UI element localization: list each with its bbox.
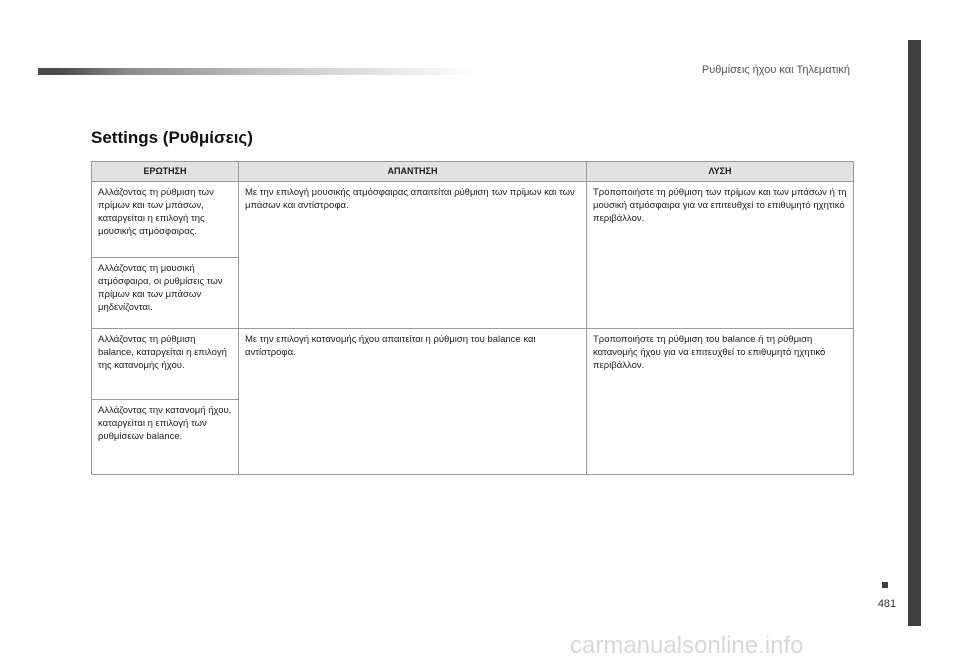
section-title: Settings (Ρυθμίσεις) — [91, 128, 253, 147]
header-gradient-bar — [38, 68, 478, 75]
chapter-side-strip — [908, 40, 921, 626]
column-header-answer: ΑΠΑΝΤΗΣΗ — [239, 162, 587, 182]
solution-cell: Τροποποιήστε τη ρύθμιση του balance ή τη ρύθμιση κατανομής ήχου για να επιτευχθεί το επιθυμητό ηχητικό περιβάλλον. — [587, 329, 854, 475]
solution-cell: Τροποποιήστε τη ρύθμιση των πρίμων και των μπάσων ή τη μουσική ατμόσφαιρα για να επιτευθχεί το επιθυμητό ηχητικό περιβάλλον. — [587, 182, 854, 329]
chapter-title: Ρυθμίσεις ήχου και Τηλεματική — [701, 64, 850, 76]
table-header-row — [92, 162, 854, 182]
question-cell: Αλλάζοντας τη ρύθμιση balance, καταργείται η επιλογή της κατανομής ήχου. — [92, 329, 239, 400]
column-header-question: ΕΡΩΤΗΣΗ — [92, 162, 239, 182]
watermark-text: carmanualsonline.info — [570, 632, 804, 659]
column-header-solution: ΛΥΣΗ — [587, 162, 854, 182]
question-cell: Αλλάζοντας την κατανομή ήχου, καταργείται η επιλογή των ρυθμίσεων balance. — [92, 400, 239, 475]
answer-cell: Με την επιλογή μουσικής ατμόσφαιρας απαιτείται ρύθμιση των πρίμων και των μπάσων και αντίστροφα. — [239, 182, 587, 329]
question-cell: Αλλάζοντας τη ρύθμιση των πρίμων και των μπάσων, καταργείται η επιλογή της μουσικής ατμόσφαιρας. — [92, 182, 239, 258]
table-row — [92, 182, 854, 258]
faq-table — [91, 161, 854, 475]
table-row — [92, 329, 854, 400]
page-number: 481 — [877, 598, 897, 610]
answer-cell: Με την επιλογή κατανομής ήχου απαιτείται η ρύθμιση του balance και αντίστροφα. — [239, 329, 587, 475]
page-marker — [882, 582, 888, 588]
question-cell: Αλλάζοντας τη μουσική ατμόσφαιρα, οι ρυθμίσεις των πρίμων και των μπάσων μηδενίζονται. — [92, 258, 239, 329]
